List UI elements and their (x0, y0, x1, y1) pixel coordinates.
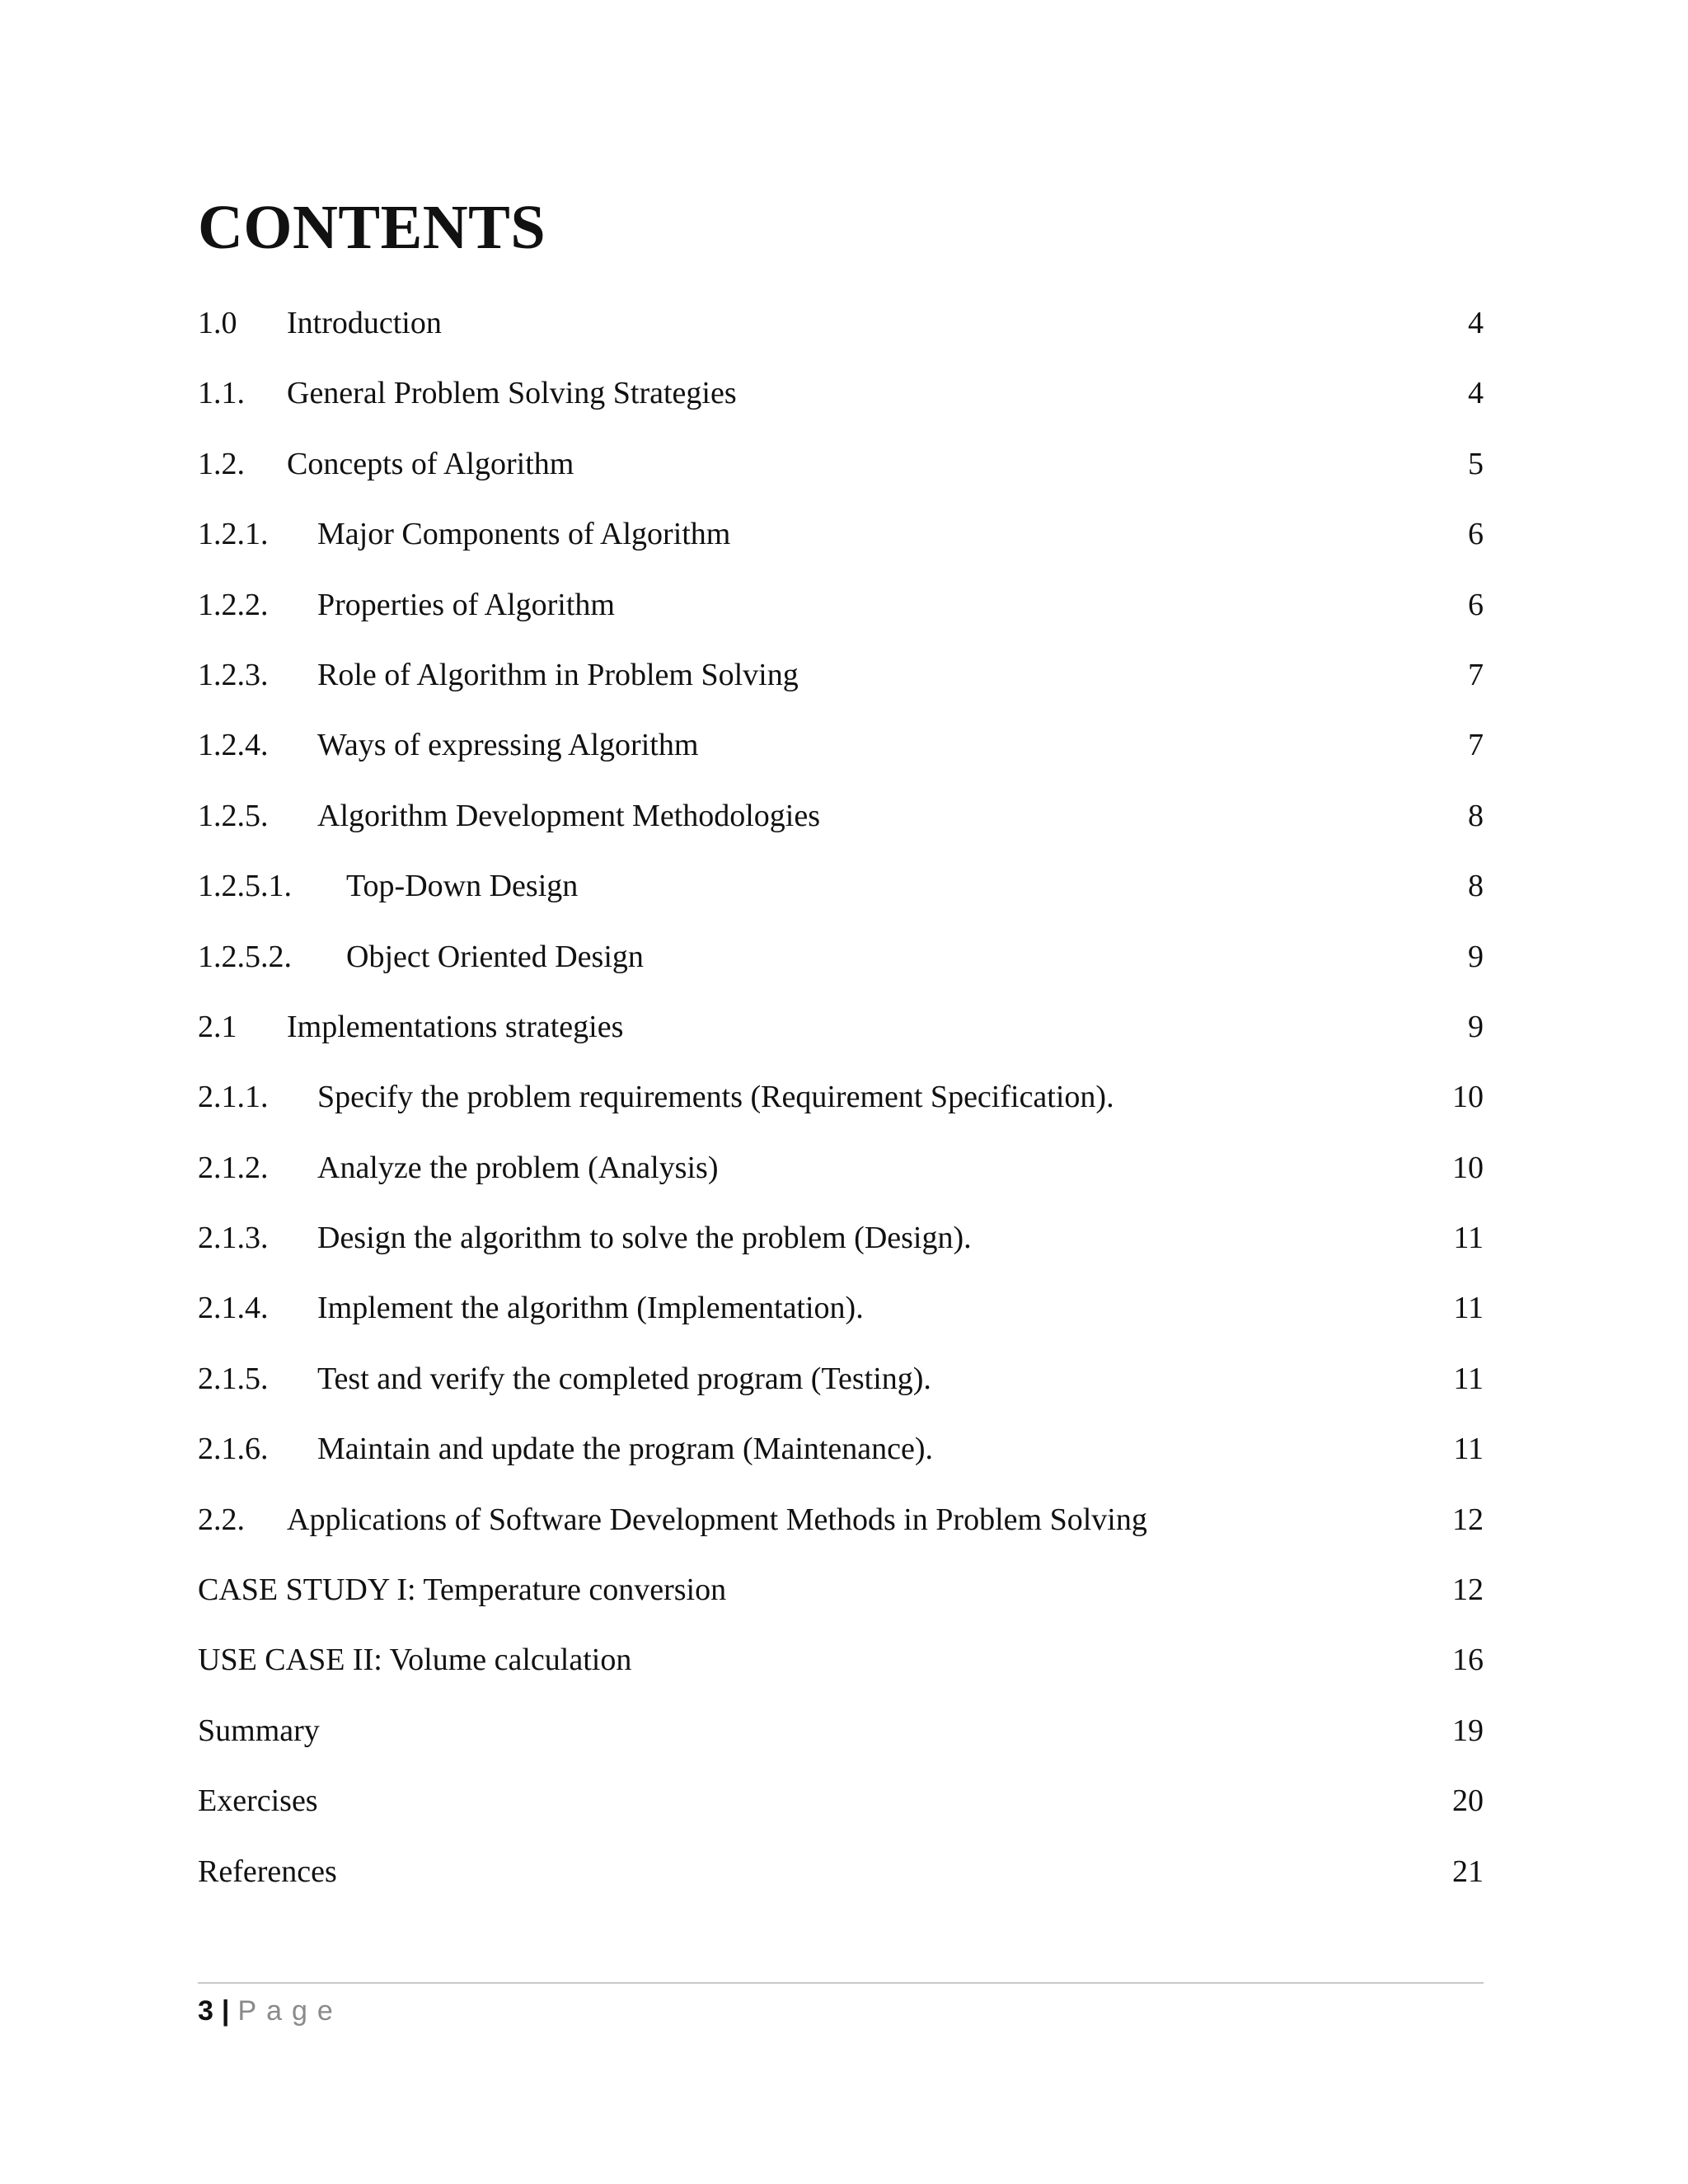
toc-entry[interactable] (198, 1497, 1484, 1567)
toc-entry-page: 19 (1452, 1713, 1484, 1748)
toc-entry-number: 2.1.4. (198, 1291, 269, 1326)
toc-entry-number: 1.2.3. (198, 657, 269, 692)
toc-entry-label: Analyze the problem (Analysis) (317, 1150, 719, 1185)
toc-entry-label: Maintain and update the program (Maintenance). (317, 1432, 934, 1467)
toc-entry-number: 2.1.6. (198, 1432, 269, 1467)
toc-entry-page: 12 (1452, 1502, 1484, 1537)
toc-entry-page: 4 (1468, 306, 1484, 340)
toc-entry-label: Object Oriented Design (346, 939, 644, 974)
toc-entry[interactable] (198, 722, 1484, 792)
toc-entry-number: 2.1 (198, 1009, 237, 1044)
toc-entry[interactable] (198, 1778, 1484, 1848)
toc-entry-number: 1.2.2. (198, 587, 269, 622)
toc-entry-label: Implement the algorithm (Implementation). (317, 1291, 864, 1326)
toc-entry[interactable] (198, 1004, 1484, 1074)
toc-entry-page: 9 (1468, 1009, 1484, 1044)
toc-entry-page: 10 (1452, 1150, 1484, 1185)
footer-separator: | (221, 1995, 230, 2027)
toc-entry-page: 5 (1468, 446, 1484, 481)
toc-entry[interactable] (198, 1708, 1484, 1778)
toc-entry-label: Ways of expressing Algorithm (317, 728, 699, 763)
toc-entry[interactable] (198, 1145, 1484, 1215)
toc-entry[interactable] (198, 582, 1484, 652)
footer-page-word: Page (237, 1995, 343, 2027)
toc-entry-label: Test and verify the completed program (Testing). (317, 1361, 931, 1396)
toc-entry[interactable] (198, 441, 1484, 511)
toc-entry-label: Role of Algorithm in Problem Solving (317, 657, 799, 692)
toc-entry-label: Design the algorithm to solve the problem (Design). (317, 1221, 972, 1256)
toc-entry-label: Implementations strategies (287, 1009, 624, 1044)
toc-entry[interactable] (198, 1074, 1484, 1144)
toc-entry-page: 11 (1453, 1291, 1484, 1326)
toc-entry[interactable] (198, 1567, 1484, 1637)
toc-entry-number: 1.2.5.1. (198, 869, 292, 904)
toc-entry-number: 1.2.5. (198, 798, 269, 833)
toc-entry[interactable] (198, 793, 1484, 863)
toc-entry[interactable] (198, 1285, 1484, 1355)
toc-entry-label: Top-Down Design (346, 869, 579, 904)
toc-entry-label: Exercises (198, 1783, 318, 1819)
toc-entry-page: 11 (1453, 1432, 1484, 1467)
toc-entry-number: 2.1.1. (198, 1080, 269, 1115)
toc-entry[interactable] (198, 1356, 1484, 1426)
toc-entry-page: 12 (1452, 1572, 1484, 1608)
toc-entry[interactable] (198, 511, 1484, 581)
page-title: CONTENTS (198, 193, 546, 262)
toc-entry-number: 2.2. (198, 1502, 245, 1537)
toc-entry-page: 6 (1468, 517, 1484, 552)
toc-entry[interactable] (198, 863, 1484, 933)
toc-entry-page: 11 (1453, 1361, 1484, 1396)
toc-entry-page: 16 (1452, 1643, 1484, 1678)
toc-entry-page: 9 (1468, 939, 1484, 974)
toc-entry-label: Major Components of Algorithm (317, 517, 731, 552)
toc-entry[interactable] (198, 934, 1484, 1004)
toc-entry[interactable] (198, 1426, 1484, 1496)
toc-entry-page: 20 (1452, 1783, 1484, 1819)
toc-entry-number: 1.2.4. (198, 728, 269, 763)
footer-page-number: 3 (198, 1995, 213, 2027)
toc-entry-page: 7 (1468, 657, 1484, 692)
toc-entry-number: 2.1.2. (198, 1150, 269, 1185)
toc-entry-page: 10 (1452, 1080, 1484, 1115)
toc-entry-number: 1.1. (198, 376, 245, 411)
toc-entry-page: 6 (1468, 587, 1484, 622)
toc-entry-label: Concepts of Algorithm (287, 446, 574, 481)
toc-entry[interactable] (198, 300, 1484, 370)
toc-entry-page: 8 (1468, 798, 1484, 833)
toc-entry-number: 1.2.1. (198, 517, 269, 552)
toc-entry-number: 2.1.5. (198, 1361, 269, 1396)
toc-entry-page: 21 (1452, 1854, 1484, 1889)
toc-entry-label: Algorithm Development Methodologies (317, 798, 821, 833)
toc-entry-label: General Problem Solving Strategies (287, 376, 737, 411)
toc-entry-page: 7 (1468, 728, 1484, 763)
footer-divider (198, 1982, 1484, 1984)
page-footer (198, 1988, 343, 2034)
toc-entry[interactable] (198, 1637, 1484, 1707)
toc-entry-label: Applications of Software Development Methods in Problem Solving (287, 1502, 1147, 1537)
toc-entry-page: 11 (1453, 1221, 1484, 1256)
toc-entry-label: USE CASE II: Volume calculation (198, 1643, 632, 1678)
toc-entry[interactable] (198, 1849, 1484, 1919)
toc-entry-page: 4 (1468, 376, 1484, 411)
toc-entry-number: 1.2.5.2. (198, 939, 292, 974)
toc-entry[interactable] (198, 370, 1484, 440)
toc-entry[interactable] (198, 652, 1484, 722)
toc-entry[interactable] (198, 1215, 1484, 1285)
toc-entry-label: CASE STUDY I: Temperature conversion (198, 1572, 727, 1608)
toc-entry-number: 2.1.3. (198, 1221, 269, 1256)
toc-entry-page: 8 (1468, 869, 1484, 904)
toc-entry-number: 1.0 (198, 306, 237, 340)
toc-entry-label: Properties of Algorithm (317, 587, 615, 622)
table-of-contents (198, 300, 1484, 1919)
toc-entry-label: References (198, 1854, 337, 1889)
toc-entry-label: Specify the problem requirements (Requirement Specification). (317, 1080, 1114, 1115)
toc-entry-label: Summary (198, 1713, 320, 1748)
toc-entry-label: Introduction (287, 306, 442, 340)
toc-entry-number: 1.2. (198, 446, 245, 481)
